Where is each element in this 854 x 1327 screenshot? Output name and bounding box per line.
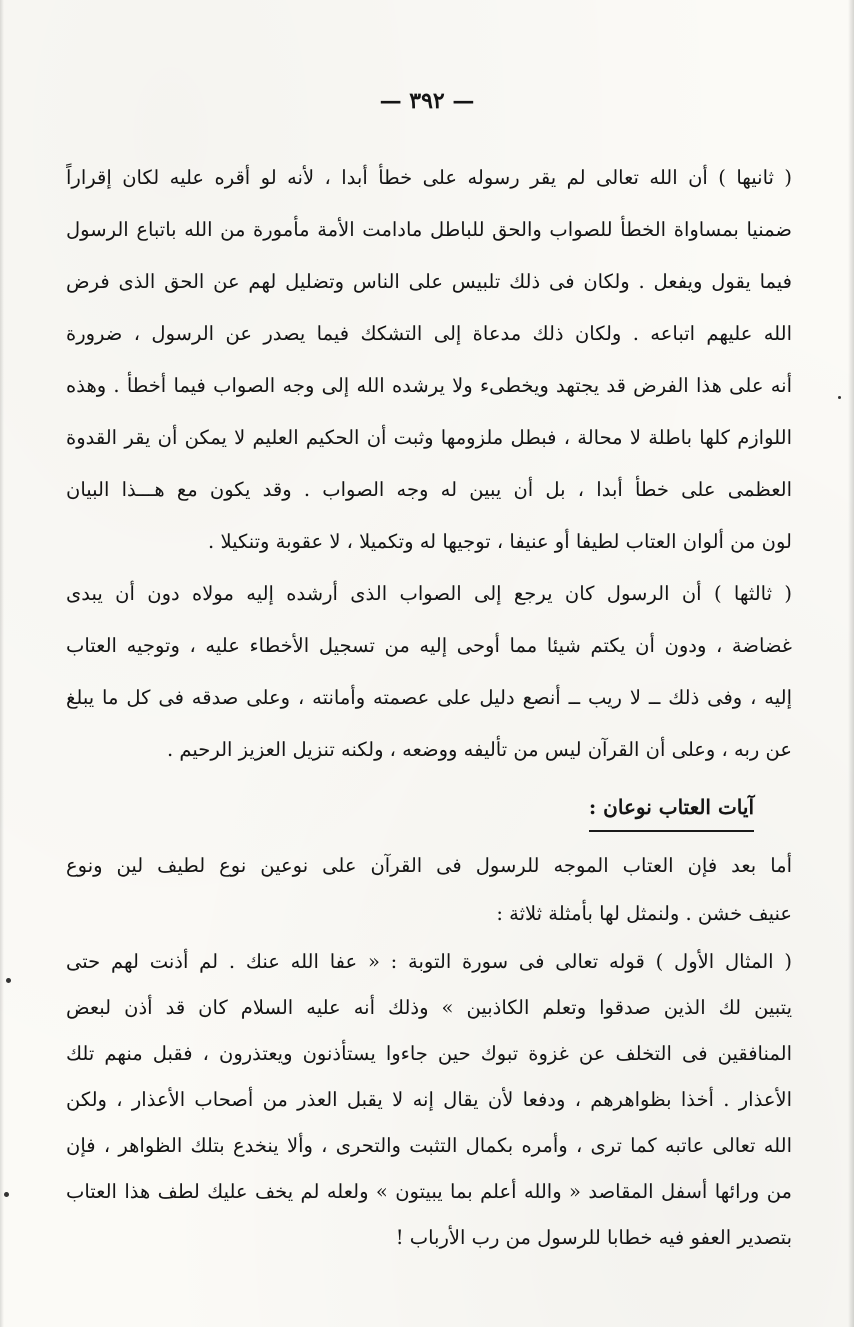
text-line: الله عليهم اتباعه . ولكان ذلك مدعاة إلى التشكك فيما يصدر عن الرسول ، ضرورة xyxy=(66,322,792,345)
text-line: إليه ، وفى ذلك ــ لا ريب ــ أنصع دليل على عصمته وأمانته ، وعلى صدقه فى كل ما يبلغ xyxy=(66,686,792,709)
text-line: من ورائها أسفل المقاصد « والله أعلم بما يبيتون » ولعله لم يخف عليك لطف هذا العتاب xyxy=(66,1180,792,1203)
text-line: لون من ألوان العتاب لطيفا أو عنيفا ، توجيها له وتكميلا ، لا عقوبة وتنكيلا . xyxy=(208,530,792,553)
text-line: بتصدير العفو فيه خطابا للرسول من رب الأرباب ! xyxy=(395,1226,792,1249)
text-line: ( ثانيها ) أن الله تعالى لم يقر رسوله على خطأ أبدا ، لأنه لو أقره عليه لكان إقراراً xyxy=(66,166,792,189)
text-line: اللوازم كلها باطلة لا محالة ، فبطل ملزومها وثبت أن الحكيم العليم لا يمكن أن يقر القدوة xyxy=(66,426,792,449)
text-line: فيما يقول ويفعل . ولكان فى ذلك تلبيس على الناس وتضليل لهم عن الحق الذى فرض xyxy=(66,270,792,293)
page-number: — ٣٩٢ — xyxy=(379,88,475,114)
scan-speck xyxy=(838,396,841,399)
text-line: ( ثالثها ) أن الرسول كان يرجع إلى الصواب الذى أرشده إليه مولاه دون أن يبدى xyxy=(66,582,792,605)
paragraph-intro-types xyxy=(66,846,792,936)
text-line: أما بعد فإن العتاب الموجه للرسول فى القرآن على نوعين نوع لطيف لين ونوع xyxy=(66,854,792,877)
text-line: العظمى على خطأ أبدا ، بل أن يبين له وجه الصواب . وقد يكون مع هـــذا البيان xyxy=(66,478,792,501)
text-line: المنافقين فى التخلف عن غزوة تبوك حين جاءوا يستأذنون ويعتذرون ، فقبل منهم تلك xyxy=(66,1042,792,1065)
text-line: عنيف خشن . ولنمثل لها بأمثلة ثلاثة : xyxy=(496,902,792,925)
scan-speck xyxy=(6,978,11,983)
paragraph-second-point-end xyxy=(66,522,792,562)
text-line: ( المثال الأول ) قوله تعالى فى سورة التوبة : « عفا الله عنك . لم أذنت لهم حتى xyxy=(66,950,792,973)
text-line: الله تعالى عاتبه كما ترى ، وأمره بكمال التثبت والتحرى ، وألا ينخدع بتلك الظواهر ، فإن xyxy=(66,1134,792,1157)
text-line: الأعذار . أخذا بظواهرهم ، ودفعا لأن يقال إنه لا يقبل العذر من أصحاب الأعذار ، ولكن xyxy=(66,1088,792,1111)
page-right-edge-shadow xyxy=(848,0,854,1327)
paragraph-second-point xyxy=(66,158,792,501)
paragraph-first-example xyxy=(66,942,792,1282)
text-line: أنه على هذا الفرض قد يجتهد ويخطىء ولا يرشده الله إلى وجه الصواب فيما أخطأ . وهذه xyxy=(66,374,792,397)
scan-speck xyxy=(4,1192,9,1197)
text-line: عن ربه ، وعلى أن القرآن ليس من تأليفه ووضعه ، ولكنه تنزيل العزيز الرحيم . xyxy=(167,738,792,761)
page-left-edge-shadow xyxy=(0,0,4,1327)
text-line: ضمنيا بمساواة الخطأ للصواب والحق للباطل مادامت الأمة مأمورة من الله باتباع الرسول xyxy=(66,218,792,241)
text-line: غضاضة ، ودون أن يكتم شيئا مما أوحى إليه من تسجيل الأخطاء عليه ، وتوجيه العتاب xyxy=(66,634,792,657)
text-line: يتبين لك الذين صدقوا وتعلم الكاذبين » وذلك أنه عليه السلام كان قد أذن لبعض xyxy=(66,996,792,1019)
section-heading: آيات العتاب نوعان : xyxy=(589,790,754,832)
paragraph-third-point xyxy=(66,574,792,774)
